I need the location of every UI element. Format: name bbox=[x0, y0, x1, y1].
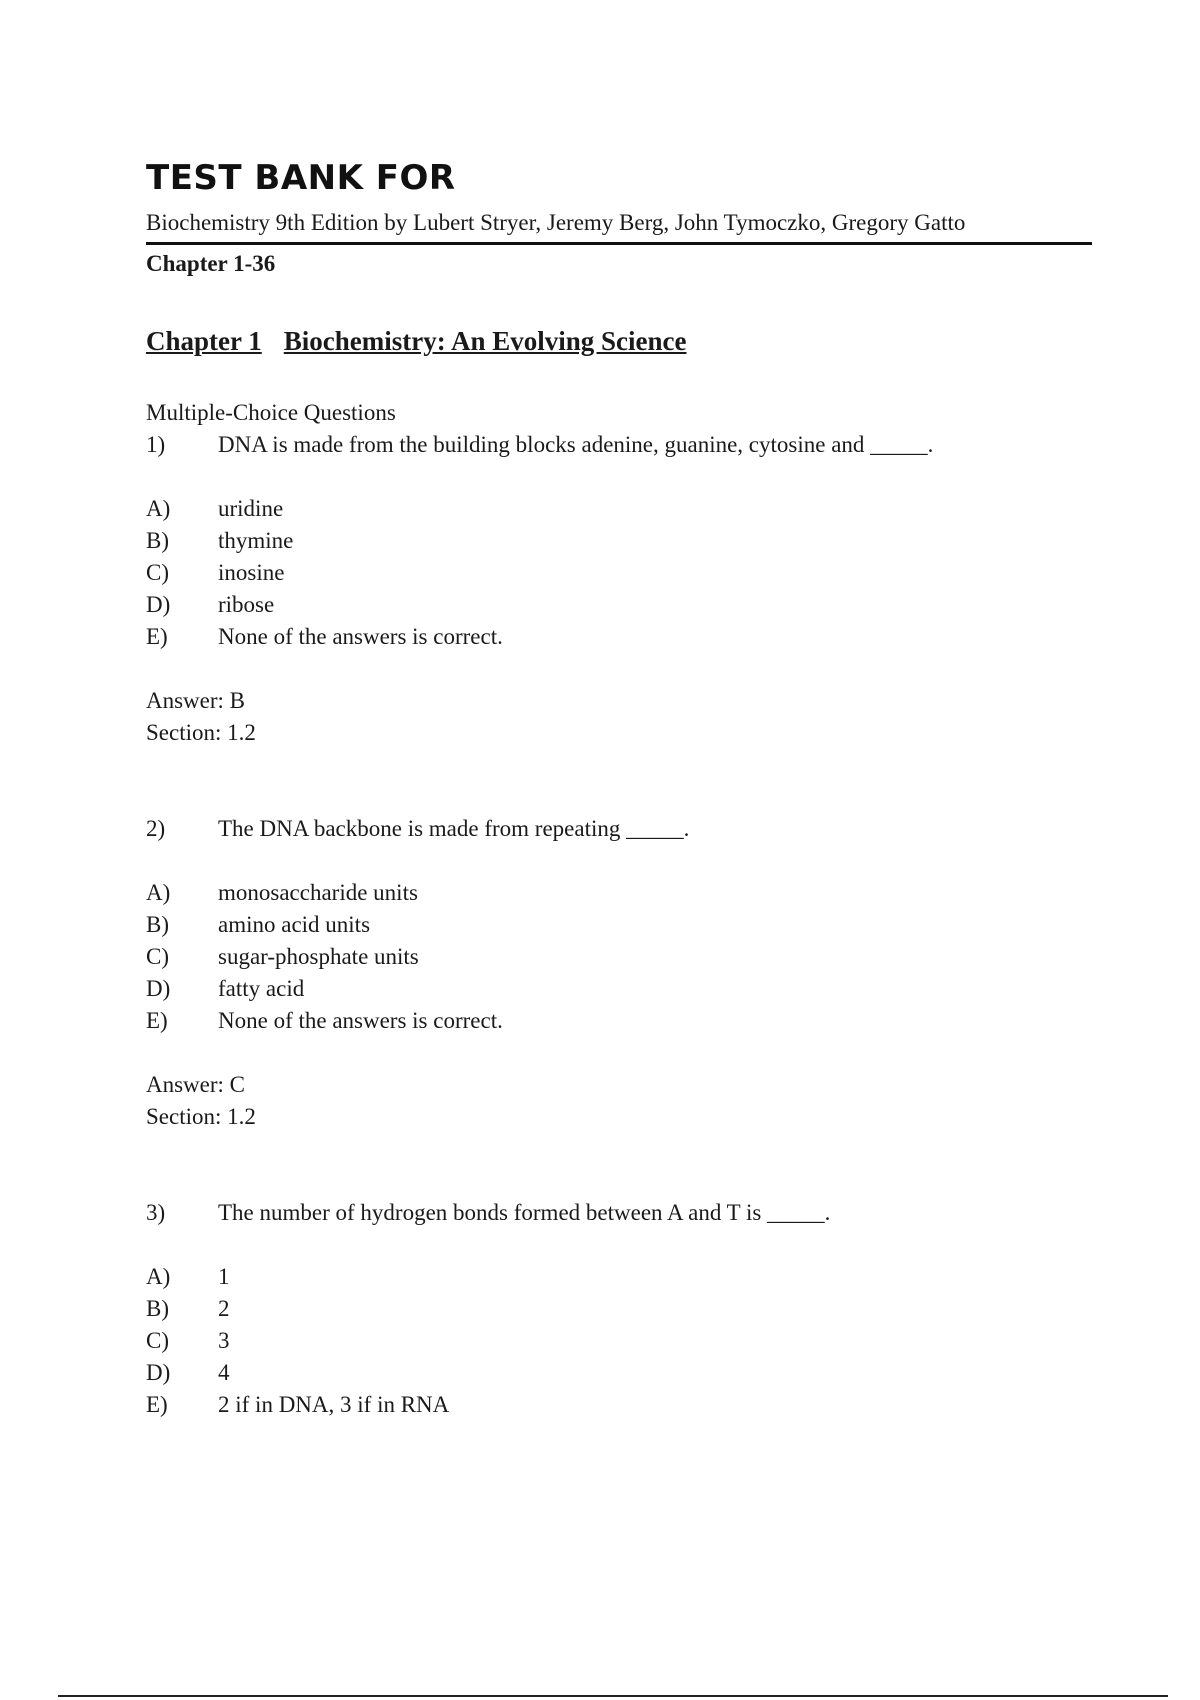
option-d bbox=[146, 973, 1092, 1005]
option-text: 4 bbox=[218, 1360, 230, 1385]
option-text: 2 if in DNA, 3 if in RNA bbox=[218, 1392, 450, 1417]
book-subtitle: Biochemistry 9th Edition by Lubert Stryer, Jeremy Berg, John Tymoczko, Gregory Gatto bbox=[146, 206, 1092, 245]
option-text: monosaccharide units bbox=[218, 880, 418, 905]
option-text: inosine bbox=[218, 560, 285, 585]
question-number: 1) bbox=[146, 432, 166, 457]
question-text: The number of hydrogen bonds formed between A and T is _____. bbox=[218, 1200, 831, 1225]
question-number: 3) bbox=[146, 1200, 166, 1225]
option-letter: C) bbox=[146, 944, 169, 969]
document-title: TEST BANK FOR bbox=[146, 158, 456, 198]
question-1 bbox=[146, 429, 1092, 749]
option-b bbox=[146, 909, 1092, 941]
option-letter: B) bbox=[146, 1296, 169, 1321]
option-c bbox=[146, 941, 1092, 973]
section-reference: Section: 1.2 bbox=[146, 1104, 256, 1129]
option-letter: E) bbox=[146, 1008, 168, 1033]
answer-text: Answer: C bbox=[146, 1072, 246, 1097]
option-text: thymine bbox=[218, 528, 294, 553]
option-text: sugar-phosphate units bbox=[218, 944, 419, 969]
option-text: None of the answers is correct. bbox=[218, 1008, 503, 1033]
option-letter: D) bbox=[146, 1360, 171, 1385]
option-letter: E) bbox=[146, 624, 168, 649]
chapter-title: Biochemistry: An Evolving Science bbox=[283, 326, 687, 356]
option-letter: C) bbox=[146, 560, 169, 585]
question-spacer bbox=[146, 1133, 1092, 1197]
option-letter: E) bbox=[146, 1392, 168, 1417]
option-letter: B) bbox=[146, 528, 169, 553]
option-e bbox=[146, 1005, 1092, 1037]
chapter-number: Chapter 1 bbox=[146, 326, 262, 356]
question-text: The DNA backbone is made from repeating _____. bbox=[218, 816, 690, 841]
option-text: 1 bbox=[218, 1264, 230, 1289]
question-line bbox=[146, 429, 1092, 461]
option-a bbox=[146, 1261, 1092, 1293]
footer-rule bbox=[58, 1695, 1168, 1697]
section-reference: Section: 1.2 bbox=[146, 720, 256, 745]
question-number: 2) bbox=[146, 816, 166, 841]
options-list bbox=[146, 877, 1092, 1037]
answer-block bbox=[146, 685, 1092, 749]
option-text: amino acid units bbox=[218, 912, 371, 937]
option-c bbox=[146, 557, 1092, 589]
options-list bbox=[146, 1261, 1092, 1421]
section-label: Multiple-Choice Questions bbox=[146, 400, 396, 425]
option-a bbox=[146, 877, 1092, 909]
chapter-heading bbox=[146, 321, 1092, 361]
answer-text: Answer: B bbox=[146, 688, 246, 713]
question-line bbox=[146, 813, 1092, 845]
option-letter: D) bbox=[146, 592, 171, 617]
option-d bbox=[146, 1357, 1092, 1389]
option-e bbox=[146, 621, 1092, 653]
question-spacer bbox=[146, 749, 1092, 813]
option-text: 2 bbox=[218, 1296, 230, 1321]
page-content bbox=[146, 150, 1092, 1421]
option-letter: D) bbox=[146, 976, 171, 1001]
options-list bbox=[146, 493, 1092, 653]
option-b bbox=[146, 525, 1092, 557]
option-d bbox=[146, 589, 1092, 621]
option-text: fatty acid bbox=[218, 976, 305, 1001]
option-letter: A) bbox=[146, 496, 171, 521]
option-b bbox=[146, 1293, 1092, 1325]
option-text: ribose bbox=[218, 592, 275, 617]
option-a bbox=[146, 493, 1092, 525]
question-2 bbox=[146, 813, 1092, 1133]
question-3 bbox=[146, 1197, 1092, 1421]
option-letter: B) bbox=[146, 912, 169, 937]
option-e bbox=[146, 1389, 1092, 1421]
option-letter: C) bbox=[146, 1328, 169, 1353]
option-text: 3 bbox=[218, 1328, 230, 1353]
option-text: uridine bbox=[218, 496, 284, 521]
option-letter: A) bbox=[146, 1264, 171, 1289]
option-c bbox=[146, 1325, 1092, 1357]
question-line bbox=[146, 1197, 1092, 1229]
answer-block bbox=[146, 1069, 1092, 1133]
question-text: DNA is made from the building blocks adenine, guanine, cytosine and _____. bbox=[218, 432, 934, 457]
option-letter: A) bbox=[146, 880, 171, 905]
chapter-range: Chapter 1-36 bbox=[146, 251, 276, 276]
option-text: None of the answers is correct. bbox=[218, 624, 503, 649]
